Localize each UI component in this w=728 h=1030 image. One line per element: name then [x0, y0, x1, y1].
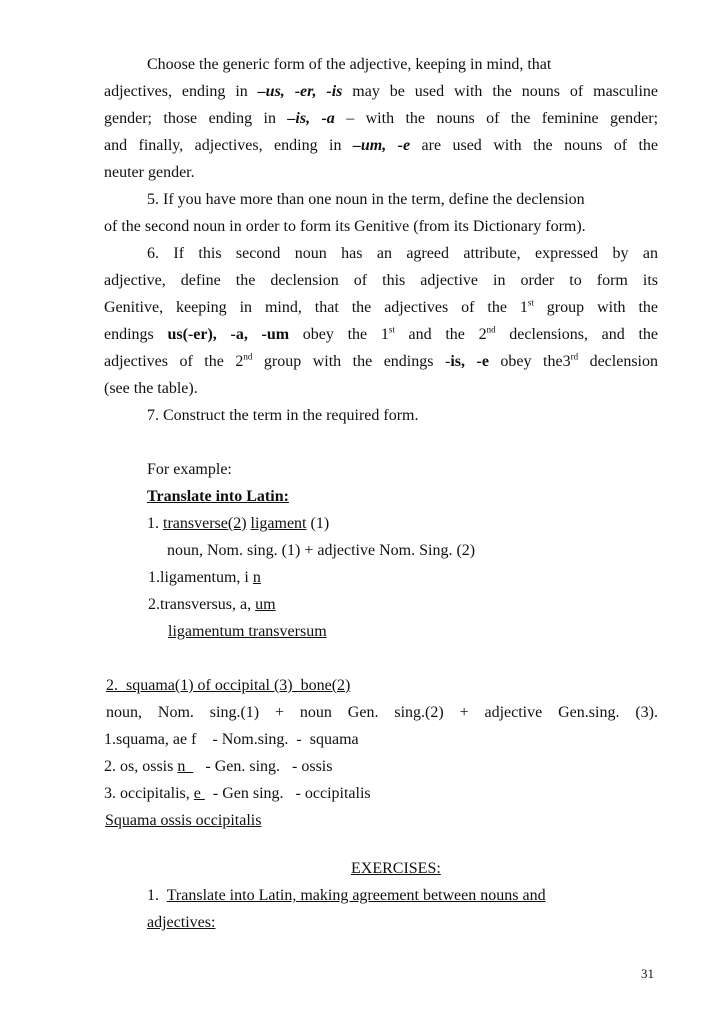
- example2-result: Squama ossis occipitalis: [105, 812, 262, 829]
- example1-result: ligamentum transversum: [168, 623, 327, 640]
- example2-row2: 2. os, ossis n - Gen. sing. - ossis: [104, 758, 333, 775]
- step7: 7. Construct the term in the required form.: [147, 407, 419, 424]
- step6-line4: endings us(-er), -a, -um obey the 1st and the 2nd declensions, and the: [104, 324, 658, 343]
- example2-row3: 3. occipitalis, e - Gen sing. - occipitalis: [104, 785, 371, 802]
- example1-analysis: noun, Nom. sing. (1) + adjective Nom. Sing. (2): [167, 542, 476, 559]
- example1-term: 1. transverse(2) ligament (1): [147, 515, 330, 532]
- step6-line5: adjectives of the 2nd group with the endings -is, -e obey the3rd declension: [104, 351, 659, 370]
- example2-analysis: noun, Nom. sing.(1) + noun Gen. sing.(2) + adjective Gen.sing. (3).: [106, 704, 658, 721]
- exercise1-line1: 1. Translate into Latin, making agreement between nouns and: [147, 887, 546, 904]
- step5-line2: of the second noun in order to form its Genitive (from its Dictionary form).: [104, 218, 586, 235]
- exercise1-line2: adjectives:: [147, 914, 216, 931]
- page-number: 31: [641, 966, 654, 981]
- example2-title: 2. squama(1) of occipital (3) bone(2): [106, 677, 351, 694]
- translate-heading: Translate into Latin:: [147, 488, 289, 505]
- para1-line4: and finally, adjectives, ending in –um, -e are used with the nouns of the: [104, 137, 659, 154]
- step5-line1: 5. If you have more than one noun in the term, define the declension: [147, 191, 585, 208]
- step6-line2: adjective, define the declension of this adjective in order to form its: [104, 272, 658, 289]
- step6-line1: 6. If this second noun has an agreed attribute, expressed by an: [147, 245, 658, 262]
- step6-line6: (see the table).: [104, 380, 198, 397]
- exercises-title: EXERCISES:: [351, 860, 441, 877]
- example-heading: For example:: [147, 461, 232, 478]
- example1-entry-b: 2.transversus, a, um: [148, 596, 276, 613]
- example2-row1: 1.squama, ae f - Nom.sing. - squama: [104, 731, 359, 748]
- para1-line5: neuter gender.: [104, 164, 195, 181]
- step6-line3: Genitive, keeping in mind, that the adjectives of the 1st group with the: [104, 297, 658, 316]
- para1-line3: gender; those ending in –is, -a – with the nouns of the feminine gender;: [104, 110, 659, 127]
- para1-line2: adjectives, ending in –us, -er, -is may be used with the nouns of masculine: [104, 83, 659, 100]
- para1-line1: Choose the generic form of the adjective, keeping in mind, that: [147, 56, 552, 73]
- example1-entry-a: 1.ligamentum, i n: [148, 569, 261, 586]
